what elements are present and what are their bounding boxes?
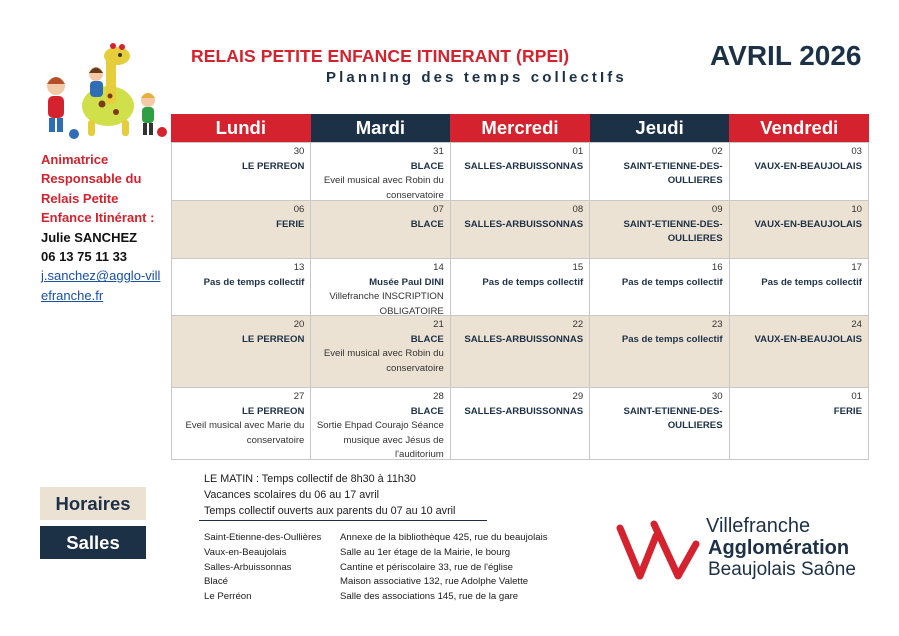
day-number: 20 <box>293 319 305 330</box>
day-place: SAINT-ETIENNE-DES-OULLIERES <box>623 405 723 431</box>
day-place: VAUX-EN-BEAUJOLAIS <box>754 218 862 230</box>
day-number: 24 <box>851 319 862 330</box>
day-header-thursday: Jeudi <box>590 114 730 142</box>
day-number: 09 <box>711 204 723 215</box>
day-header-monday: Lundi <box>171 114 311 142</box>
day-place: BLACE <box>410 333 444 345</box>
calendar-body <box>171 142 869 460</box>
calendar-week-row <box>172 388 869 460</box>
day-place: Musée Paul DINI <box>369 276 444 288</box>
calendar-day-cell <box>451 316 590 388</box>
day-place: SALLES-ARBUISSONNAS <box>464 218 584 230</box>
day-note: Eveil musical avec Robin du conservatoire <box>323 175 444 201</box>
calendar-week-row <box>172 259 869 316</box>
contact-email-link[interactable]: j.sanchez@agglo-villefranche.fr <box>41 268 161 303</box>
day-number: 28 <box>433 391 444 402</box>
day-place: LE PERREON <box>242 405 305 417</box>
section-label-salles: Salles <box>40 526 146 559</box>
section-label-horaires: Horaires <box>40 487 146 520</box>
venue-town: Blacé <box>204 576 228 588</box>
day-number: 08 <box>572 204 584 215</box>
day-note: Eveil musical avec Robin du conservatoire <box>323 348 444 374</box>
calendar-day-cell <box>311 201 450 259</box>
calendar-day-cell <box>451 388 590 460</box>
day-place: SALLES-ARBUISSONNAS <box>464 405 584 417</box>
venue-row <box>204 561 564 576</box>
calendar-week-row <box>172 201 869 259</box>
day-place: SAINT-ETIENNE-DES-OULLIERES <box>623 160 723 186</box>
day-number: 13 <box>293 262 305 273</box>
calendar-day-cell <box>590 143 729 201</box>
venue-row <box>204 546 564 561</box>
calendar-week-row <box>172 143 869 201</box>
day-number: 07 <box>433 204 444 215</box>
calendar-day-cell <box>451 259 590 316</box>
venue-row <box>204 575 564 590</box>
day-header-tuesday: Mardi <box>311 114 451 142</box>
day-number: 03 <box>851 146 862 157</box>
info-divider <box>199 520 487 521</box>
page-subtitle: PlannIng des temps collectIfs <box>326 69 627 86</box>
day-place: Pas de temps collectif <box>761 276 862 288</box>
calendar-day-cell <box>730 316 869 388</box>
page-title: RELAIS PETITE ENFANCE ITINERANT (RPEI) <box>191 46 570 66</box>
calendar-day-cell <box>172 259 311 316</box>
calendar-table <box>171 114 869 460</box>
calendar-day-cell <box>590 316 729 388</box>
calendar-day-cell <box>172 388 311 460</box>
venue-address: Maison associative 132, rue Adolphe Valette <box>340 576 529 588</box>
logo-line-agglomeration: Agglomération <box>708 537 850 559</box>
day-place: BLACE <box>410 160 444 172</box>
info-line-parents: Temps collectif ouverts aux parents du 07 au 10 avril <box>204 505 456 518</box>
day-header-wednesday: Mercredi <box>450 114 590 142</box>
info-block <box>204 471 455 520</box>
day-number: 01 <box>572 146 584 157</box>
calendar-header <box>171 114 869 142</box>
venue-town: Vaux-en-Beaujolais <box>204 546 287 558</box>
venue-address: Salle des associations 145, rue de la gare <box>340 591 519 603</box>
day-place: FERIE <box>833 405 862 417</box>
logo-line-beaujolais: Beaujolais Saône <box>708 559 856 580</box>
venue-town: Le Perréon <box>204 591 252 603</box>
day-number: 21 <box>433 319 444 330</box>
day-number: 17 <box>851 262 862 273</box>
calendar-day-cell <box>590 201 729 259</box>
info-line-holidays: Vacances scolaires du 06 au 17 avril <box>204 489 380 502</box>
calendar-day-cell <box>451 143 590 201</box>
calendar-day-cell <box>172 201 311 259</box>
calendar-day-cell <box>311 143 450 201</box>
contact-phone: 06 13 75 11 33 <box>41 249 128 265</box>
calendar-day-cell <box>311 388 450 460</box>
month-title: AVRIL 2026 <box>710 40 862 71</box>
day-number: 30 <box>711 391 723 402</box>
calendar-day-cell <box>172 316 311 388</box>
day-place: Pas de temps collectif <box>482 276 584 288</box>
day-place: SALLES-ARBUISSONNAS <box>464 160 584 172</box>
day-place: Pas de temps collectif <box>621 333 723 345</box>
venue-town: Salles-Arbuissonnas <box>204 561 292 573</box>
day-number: 10 <box>851 204 862 215</box>
day-place: VAUX-EN-BEAUJOLAIS <box>754 333 862 345</box>
calendar-day-cell <box>451 201 590 259</box>
day-place: SAINT-ETIENNE-DES-OULLIERES <box>623 218 723 244</box>
day-place: FERIE <box>276 218 305 230</box>
calendar-day-cell <box>172 143 311 201</box>
day-note: Villefranche INSCRIPTION OBLIGATOIRE <box>329 291 444 316</box>
venue-address: Salle au 1er étage de la Mairie, le bourg <box>340 546 511 558</box>
day-place: Pas de temps collectif <box>203 276 305 288</box>
logo-line-villefranche: Villefranche <box>706 515 811 537</box>
day-number: 29 <box>572 391 584 402</box>
day-place: Pas de temps collectif <box>621 276 723 288</box>
villefranche-agglo-logo-icon <box>616 514 704 586</box>
venue-row <box>204 590 564 605</box>
day-number: 16 <box>711 262 723 273</box>
venue-town: Saint-Etienne-des-Oullières <box>204 532 322 543</box>
day-number: 23 <box>711 319 723 330</box>
day-place: BLACE <box>410 405 444 417</box>
venues-list <box>204 531 564 605</box>
children-and-giraffe-icon <box>34 40 172 144</box>
calendar-day-cell <box>730 388 869 460</box>
day-number: 15 <box>572 262 584 273</box>
day-note: Sortie Ehpad Courajo Séance musique avec Jésus de l'auditorium <box>316 420 444 460</box>
day-number: 31 <box>433 146 444 157</box>
calendar-day-cell <box>311 316 450 388</box>
venue-address: Annexe de la bibliothèque 425, rue du beaujolais <box>340 532 548 543</box>
day-number: 06 <box>293 204 305 215</box>
day-place: VAUX-EN-BEAUJOLAIS <box>754 160 862 172</box>
day-note: Eveil musical avec Marie du conservatoire <box>185 420 305 446</box>
calendar-day-cell <box>590 388 729 460</box>
contact-role: Animatrice Responsable du Relais Petite Enfance Itinérant : <box>41 152 155 226</box>
venue-row <box>204 531 564 546</box>
day-number: 14 <box>433 262 444 273</box>
calendar-week-row <box>172 316 869 388</box>
day-place: SALLES-ARBUISSONNAS <box>464 333 584 345</box>
day-place: LE PERREON <box>242 333 305 345</box>
day-place: LE PERREON <box>242 160 305 172</box>
day-number: 22 <box>572 319 584 330</box>
venue-address: Cantine et périscolaire 33, rue de l'église <box>340 561 514 573</box>
calendar-day-cell <box>730 259 869 316</box>
day-place: BLACE <box>410 218 444 230</box>
contact-block <box>41 150 163 305</box>
agglo-logo <box>616 514 878 586</box>
day-number: 01 <box>851 391 862 402</box>
day-number: 02 <box>711 146 723 157</box>
day-number: 30 <box>293 146 305 157</box>
day-number: 27 <box>293 391 305 402</box>
children-illustration <box>34 40 172 144</box>
calendar-day-cell <box>590 259 729 316</box>
calendar-day-cell <box>730 143 869 201</box>
day-header-friday: Vendredi <box>729 114 869 142</box>
calendar-day-cell <box>730 201 869 259</box>
info-line-schedule: LE MATIN : Temps collectif de 8h30 à 11h30 <box>204 473 416 485</box>
calendar-day-cell <box>311 259 450 316</box>
contact-name: Julie SANCHEZ <box>41 229 138 245</box>
